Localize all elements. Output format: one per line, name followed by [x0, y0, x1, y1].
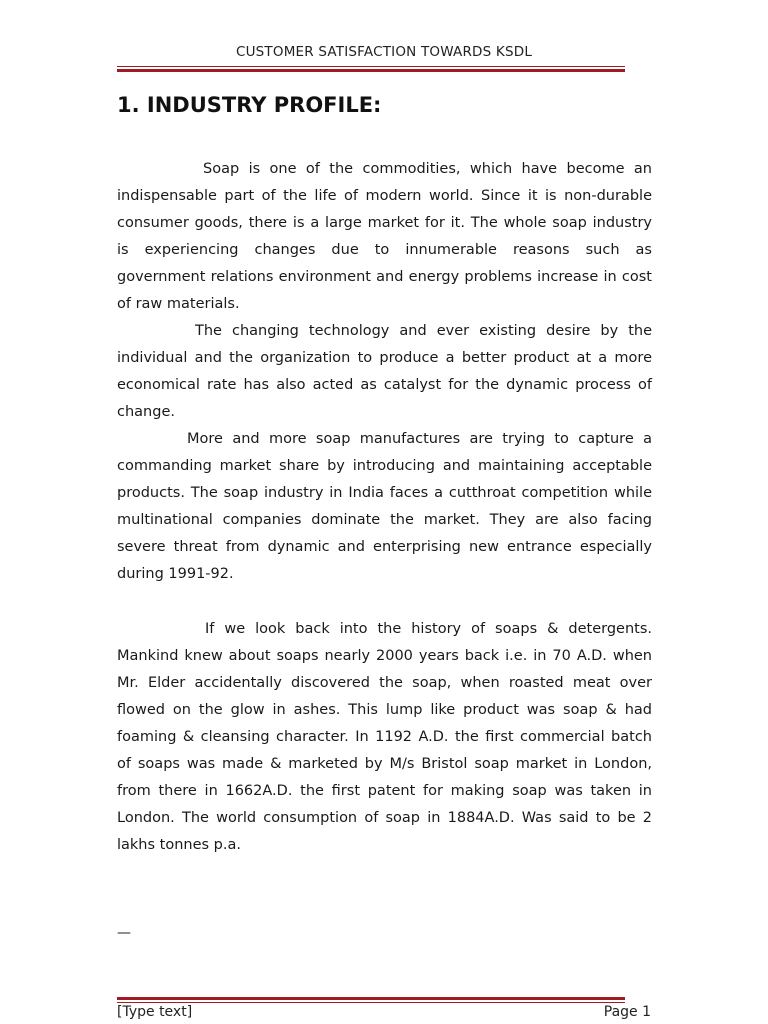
section-heading: 1. INDUSTRY PROFILE: — [117, 93, 382, 117]
footer-placeholder-text: [Type text] — [117, 1004, 193, 1020]
page-number: Page 1 — [603, 1004, 651, 1020]
footer-rule-thin — [117, 1002, 625, 1003]
footer-rule-thick — [117, 997, 625, 1000]
paragraph-1: Soap is one of the commodities, which have become an indispensable part of the life of modern world. Since it is non-durable consumer goods, there is a large market for it. The whole soap industry is experiencing changes due to innumerable reasons such as government relations environment and energy problems increase in cost of raw materials. — [117, 161, 652, 312]
paragraph-4: If we look back into the history of soaps & detergents. Mankind knew about soaps nearly 2000 years back i.e. in 70 A.D. when Mr. Elder accidentally discovered the soap, when roasted meat over flowed on the glow in ashes. This lump like product was soap & had foaming & cleansing character. In 1192 A.D. the first commercial batch of soaps was made & marketed by M/s Bristol soap market in London, from there in 1662A.D. the first patent for making soap was taken in London. The world consumption of soap in 1884A.D. Was said to be 2 lakhs tonnes p.a. — [117, 621, 652, 853]
header-rule-thick — [117, 69, 625, 72]
header-rule-thin — [117, 66, 625, 67]
paragraph-2: The changing technology and ever existing desire by the individual and the organization to produce a better product at a more economical rate has also acted as catalyst for the dynamic process of change. — [117, 323, 652, 420]
stray-dash-mark: — — [117, 925, 131, 941]
paragraph-3: More and more soap manufactures are trying to capture a commanding market share by introducing and maintaining acceptable products. The soap industry in India faces a cutthroat competition while multinational companies dominate the market. They are also facing severe threat from dynamic and enterprising new entrance especially during 1991-92. — [117, 431, 652, 582]
page-header-title: CUSTOMER SATISFACTION TOWARDS KSDL — [235, 44, 533, 60]
